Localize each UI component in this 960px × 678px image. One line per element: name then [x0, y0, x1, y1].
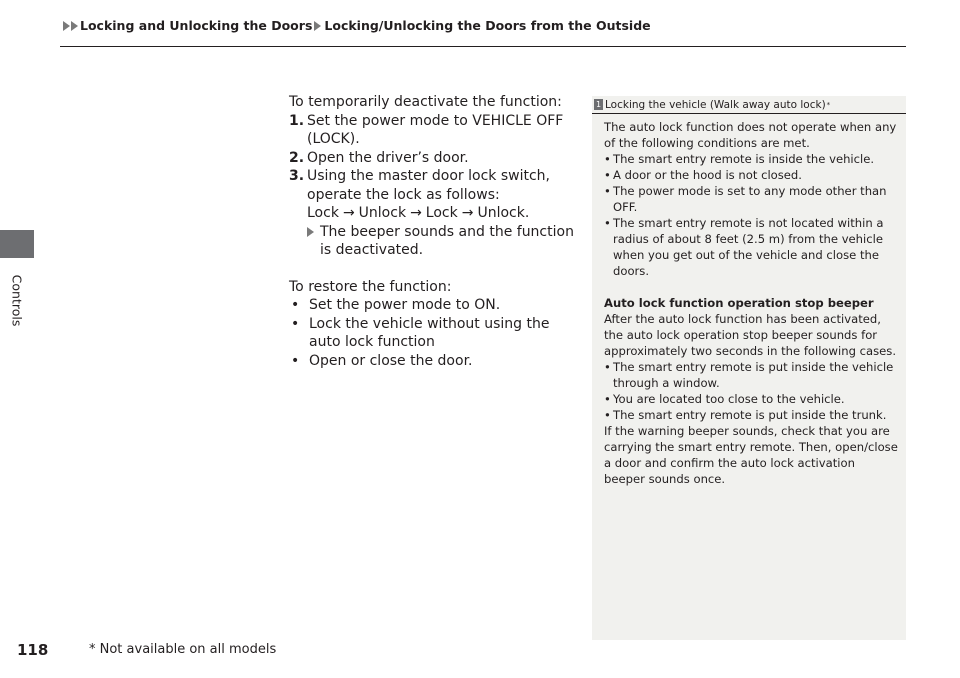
sidebar-note	[592, 96, 906, 640]
step-text: Set the power mode to VEHICLE OFF (LOCK).	[307, 112, 564, 147]
list-item: • You are located too close to the vehicle.	[604, 392, 845, 406]
list-item: • The smart entry remote is not located within a radius of about 8 feet (2.5 m) from the vehicle when you get out of the vehicle and close the doors.	[604, 216, 884, 278]
section-tab[interactable]	[2, 270, 32, 330]
step-item: 3. Using the master door lock switch, operate the lock as follows:	[289, 167, 584, 204]
list-item: • The power mode is set to any mode other than OFF.	[604, 184, 887, 214]
sidebar-closing: If the warning beeper sounds, check that you are carrying the smart entry remote. Then, open/close a door and confirm the auto lock activation beeper sounds once.	[604, 424, 898, 486]
step-text: Using the master door lock switch, operate the lock as follows:	[307, 168, 550, 203]
section-tab-marker	[0, 230, 34, 258]
bullet-icon: •	[604, 152, 611, 166]
main-content	[289, 93, 584, 370]
sidebar-intro: The auto lock function does not operate when any of the following conditions are met.	[604, 120, 897, 150]
bullet-icon: •	[291, 352, 300, 369]
sidebar-title[interactable]: 1 Locking the vehicle (Walk away auto lock) *	[592, 96, 906, 114]
page-number: 118	[17, 641, 49, 659]
list-item: • The smart entry remote is put inside the vehicle through a window.	[604, 360, 894, 390]
arrow-right-icon: →	[342, 205, 355, 221]
list-item: • Open or close the door.	[291, 352, 473, 369]
bullet-icon: •	[604, 408, 611, 422]
breadcrumb	[63, 18, 651, 33]
bullet-icon: •	[291, 297, 300, 313]
restore-intro: To restore the function:	[289, 278, 452, 295]
breadcrumb-level2[interactable]: Locking/Unlocking the Doors from the Outside	[324, 18, 651, 33]
list-item: • The smart entry remote is inside the vehicle.	[604, 152, 875, 166]
list-item: • The smart entry remote is put inside the trunk.	[604, 408, 887, 422]
step-text: Open the driver’s door.	[307, 149, 469, 166]
result-note: The beeper sounds and the function is deactivated.	[289, 223, 584, 260]
bullet-icon: •	[604, 184, 611, 198]
reference-number-icon: 1	[595, 100, 602, 109]
deactivate-intro: To temporarily deactivate the function:	[289, 94, 562, 110]
footnote-marker: *	[826, 100, 831, 109]
section-tab-label: Controls	[9, 274, 25, 326]
breadcrumb-arrow-icon	[63, 21, 70, 31]
bullet-icon: •	[604, 360, 611, 374]
arrow-right-icon: →	[410, 205, 422, 221]
lock-sequence: Lock → Unlock → Lock → Unlock.	[307, 205, 530, 221]
breadcrumb-level1[interactable]: Locking and Unlocking the Doors	[80, 18, 313, 33]
footnote: * Not available on all models	[89, 642, 277, 657]
stop-beeper-heading: Auto lock function operation stop beeper	[604, 296, 874, 310]
step-item: 1. Set the power mode to VEHICLE OFF (LOCK).	[289, 112, 584, 149]
bullet-icon: •	[291, 315, 300, 332]
header-rule	[60, 46, 906, 47]
bullet-icon: •	[604, 392, 611, 406]
arrow-right-icon: →	[461, 205, 474, 221]
breadcrumb-arrow-icon	[314, 21, 321, 31]
stop-beeper-intro: After the auto lock function has been activated, the auto lock operation stop beeper sounds for approximately two seconds in the following cases.	[604, 312, 897, 358]
bullet-icon: •	[604, 168, 611, 182]
list-item: • Lock the vehicle without using the auto lock function	[291, 315, 550, 350]
step-item: 2. Open the driver’s door.	[289, 149, 469, 166]
bullet-icon: •	[604, 216, 611, 230]
list-item: • Set the power mode to ON.	[291, 297, 501, 313]
breadcrumb-arrow-icon	[71, 21, 78, 31]
result-arrow-icon	[307, 227, 314, 237]
list-item: • A door or the hood is not closed.	[604, 168, 802, 182]
